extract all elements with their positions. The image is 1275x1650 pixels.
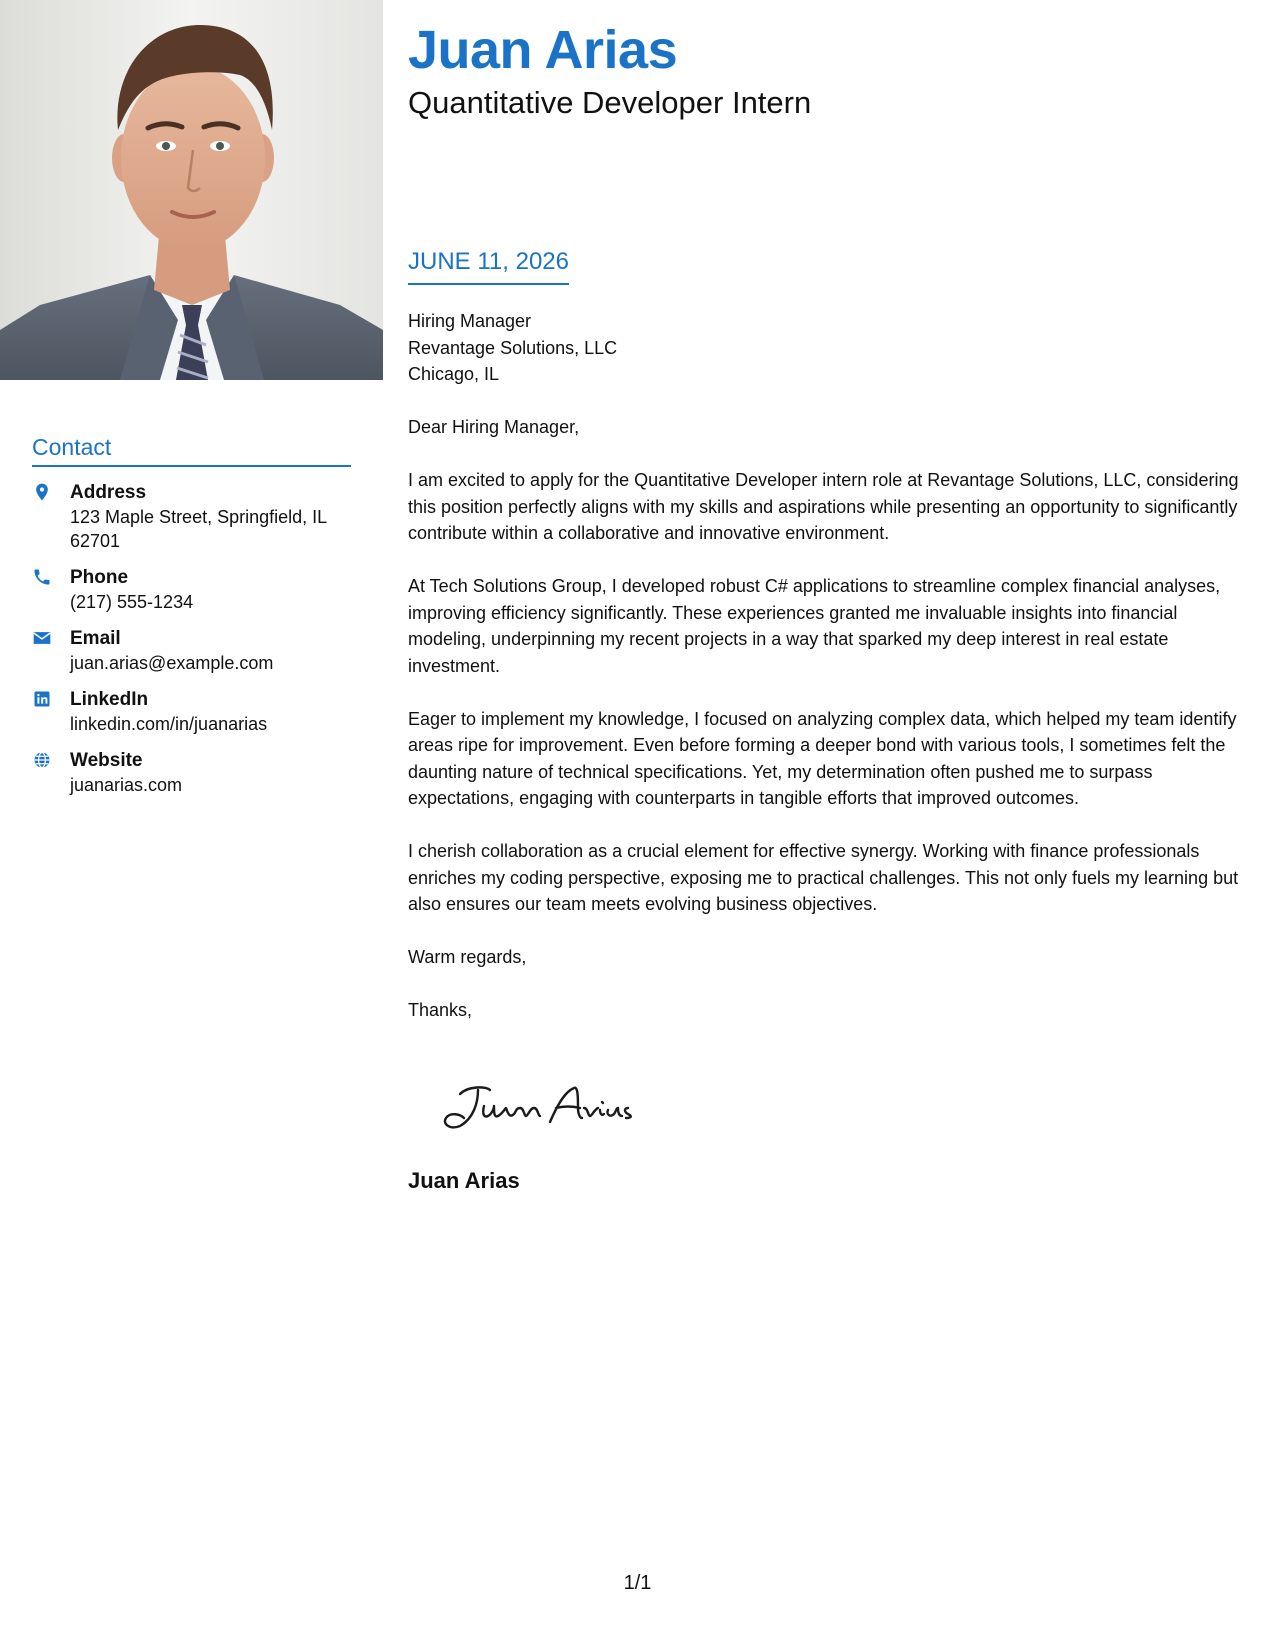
recipient-line: Hiring Manager [408,311,532,331]
contact-label: Phone [70,567,129,588]
job-title: Quantitative Developer Intern [408,85,812,120]
linkedin-icon [32,689,54,711]
page-number: 1/1 [623,1572,652,1594]
contact-heading: Contact [32,436,351,467]
body-paragraph: I cherish collaboration as a crucial element for effective synergy. Working with finance professionals enriches my coding perspective, exposing me to practical challenges. This not only fuels my learning but also ensures our team meets evolving business objectives. [408,841,1239,914]
location-pin-icon [32,482,54,504]
salutation: Dear Hiring Manager, [408,417,580,437]
applicant-name: Juan Arias [408,20,678,80]
body-paragraph: Eager to implement my knowledge, I focused on analyzing complex data, which helped my team identify areas ripe for improvement. Even before forming a deeper bond with various tools, I sometimes felt the daunting nature of technical specifications. Yet, my determination often pushed me to surpass expectations, engaging with counterparts in tangible efforts that improved outcomes. [408,708,1237,808]
globe-icon [32,750,54,772]
address-value: 123 Maple Street, Springfield, IL 62701 [70,507,327,551]
linkedin-value[interactable]: linkedin.com/in/juanarias [70,714,268,734]
contact-item-email [32,627,351,675]
contact-label: Email [70,628,121,649]
contact-label: Website [70,750,143,771]
contact-label: LinkedIn [70,689,149,710]
recipient-line: Chicago, IL [408,364,500,384]
website-value[interactable]: juanarias.com [70,775,183,795]
contact-section [32,436,351,810]
phone-icon [32,567,54,589]
contact-item-address [32,481,351,553]
contact-label: Address [70,482,147,503]
closing: Warm regards, [408,947,527,967]
recipient-block [408,308,1250,388]
signed-name: Juan Arias [408,1168,520,1193]
envelope-icon [32,628,54,650]
recipient-line: Revantage Solutions, LLC [408,337,618,358]
handwritten-signature [438,1078,648,1134]
contact-item-phone [32,566,351,614]
contact-item-linkedin [32,688,351,736]
thanks-line: Thanks, [408,1000,473,1020]
body-paragraph: I am excited to apply for the Quantitative Developer intern role at Revantage Solutions, LLC, considering this position perfectly aligns with my skills and aspirations while presenting an opportunity to significantly contribute within a collaborative and innovative environment. [408,470,1239,543]
letter-body [408,308,1250,1050]
body-paragraph: At Tech Solutions Group, I developed robust C# applications to streamline complex financial analyses, improving efficiency significantly. These experiences granted me invaluable insights into financial modeling, underpinning my recent projects in a way that sparked my deep interest in real estate investment. [408,576,1221,676]
letter-date: JUNE 11, 2026 [408,250,569,285]
profile-photo [0,0,383,380]
contact-item-website [32,749,351,797]
phone-value[interactable]: (217) 555-1234 [70,592,194,612]
email-value[interactable]: juan.arias@example.com [70,653,274,673]
